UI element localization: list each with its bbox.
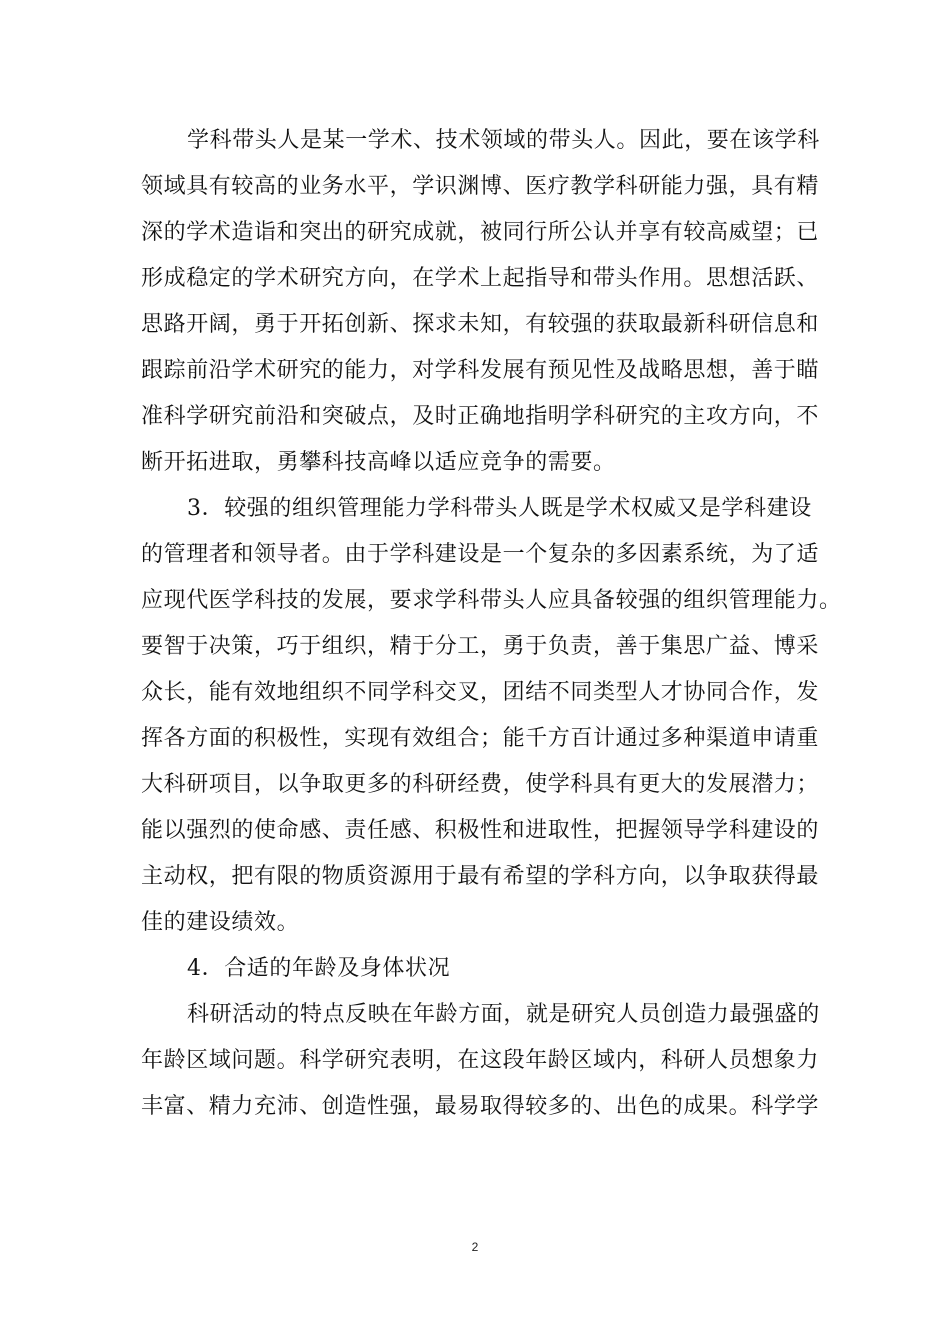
section-heading-3: 3．较强的组织管理能力学科带头人既是学术权威又是学科建设	[187, 496, 812, 521]
text-line: 准科学研究前沿和突破点，及时正确地指明学科研究的主攻方向，不	[141, 404, 820, 429]
text-line: 形成稳定的学术研究方向，在学术上起指导和带头作用。思想活跃、	[141, 266, 820, 291]
text-line: 能以强烈的使命感、责任感、积极性和进取性，把握领导学科建设的	[141, 818, 820, 843]
text-line: 年龄区域问题。科学研究表明，在这段年龄区域内，科研人员想象力	[141, 1048, 820, 1073]
text-line: 应现代医学科技的发展，要求学科带头人应具备较强的组织管理能力。	[141, 588, 842, 613]
text-line: 主动权，把有限的物质资源用于最有希望的学科方向，以争取获得最	[141, 864, 820, 889]
text-line: 深的学术造诣和突出的研究成就，被同行所公认并享有较高威望；已	[141, 220, 820, 245]
text-line: 学科带头人是某一学术、技术领域的带头人。因此，要在该学科	[187, 128, 820, 153]
text-line: 断开拓进取，勇攀科技高峰以适应竞争的需要。	[141, 450, 616, 475]
text-line: 丰富、精力充沛、创造性强，最易取得较多的、出色的成果。科学学	[141, 1094, 820, 1119]
section-heading-4: 4．合适的年龄及身体状况	[187, 956, 451, 981]
text-line: 佳的建设绩效。	[141, 910, 300, 935]
text-line: 大科研项目，以争取更多的科研经费，使学科具有更大的发展潜力；	[141, 772, 820, 797]
text-line: 众长，能有效地组织不同学科交叉，团结不同类型人才协同合作，发	[141, 680, 820, 705]
page-number: 2	[471, 1240, 479, 1254]
text-line: 领域具有较高的业务水平，学识渊博、医疗教学科研能力强，具有精	[141, 174, 820, 199]
text-line: 挥各方面的积极性，实现有效组合；能千方百计通过多种渠道申请重	[141, 726, 820, 751]
text-line: 要智于决策，巧于组织，精于分工，勇于负责，善于集思广益、博采	[141, 634, 820, 659]
text-line: 科研活动的特点反映在年龄方面，就是研究人员创造力最强盛的	[187, 1002, 820, 1027]
text-line: 思路开阔，勇于开拓创新、探求未知，有较强的获取最新科研信息和	[141, 312, 820, 337]
text-line: 跟踪前沿学术研究的能力，对学科发展有预见性及战略思想，善于瞄	[141, 358, 820, 383]
text-line: 的管理者和领导者。由于学科建设是一个复杂的多因素系统，为了适	[141, 542, 820, 567]
